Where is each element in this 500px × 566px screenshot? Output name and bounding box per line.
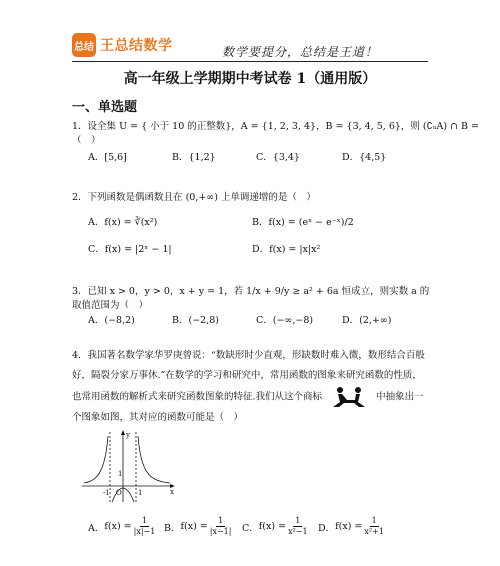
q4-option-b[interactable] [164, 516, 242, 537]
q1-option-a[interactable]: A．[5,6] [88, 152, 127, 163]
logo-text: 王总结数学 [100, 38, 173, 54]
q4-option-c-label: C． [242, 522, 259, 534]
slogan: 数学要提分，总结是王道！ [222, 45, 379, 59]
q1-option-c[interactable]: C．{3,4} [256, 152, 300, 163]
tick-pos-one: 1 [138, 489, 143, 497]
curve-left [84, 436, 108, 483]
q3-option-c[interactable]: C．(−∞,−8) [256, 315, 314, 326]
q4-option-d-lhs: f(x) = [335, 521, 363, 532]
q3-option-a[interactable]: A．(−8,2) [88, 315, 135, 326]
q3-option-b[interactable]: B．(−2,8) [172, 315, 219, 326]
q4-option-a-label: A． [88, 522, 105, 534]
question-3-options [88, 312, 391, 326]
q4-option-d-den: x²+1 [364, 527, 384, 536]
origin-label: O [116, 489, 122, 497]
q2-option-b[interactable]: B．f(x) = (eˣ − e⁻ˣ)/2 [252, 217, 354, 228]
q4-option-a-den: |x|−1 [133, 527, 156, 536]
q4-option-c-den: x²−1 [288, 527, 308, 536]
logo [72, 33, 173, 57]
question-4-stem-part2: 中抽象出一个图象如图，其对应的函数可能是（ ） [72, 391, 424, 423]
logo-badge: 总结 [72, 33, 96, 57]
q4-option-a-fraction [132, 516, 158, 537]
y-arrow-icon [121, 430, 125, 435]
q4-option-d[interactable] [318, 516, 386, 537]
question-4-stem-part1: 4．我国著名数学家华罗庚曾说：“数缺形时少直观，形缺数时难入微，数形结合百般好，隔裂分家万事休.”在数学的学习和研究中，常用函数的图象来研究函数的性质，也常用函数的解析式来研究函数图象的特征.我们从这个商标 [72, 350, 425, 403]
question-4-options [88, 516, 386, 537]
q1-option-b[interactable]: B．{1,2} [172, 152, 216, 163]
q4-option-b-fraction [208, 516, 234, 537]
question-2-options-row2 [88, 241, 320, 255]
y-axis-label: y [126, 431, 130, 439]
q1-option-d[interactable]: D．{4,5} [342, 152, 387, 163]
header-divider [72, 61, 428, 62]
page-title: 高一年级上学期期中考试卷 1（通用版） [123, 71, 377, 87]
kappa-logo-icon [325, 386, 373, 408]
q4-option-d-num: 1 [371, 516, 377, 525]
question-1-options [88, 149, 386, 163]
q4-option-c-num: 1 [295, 516, 301, 525]
q4-option-d-fraction [362, 516, 386, 537]
question-3-stem: 3．已知 x > 0，y > 0，x + y = 1，若 1/x + 9/y ≥ a² + 6a 恒成立，则实数 a 的取值范围为（ ） [72, 286, 430, 311]
q4-option-c[interactable] [242, 516, 318, 537]
tick-y-one: 1 [118, 470, 123, 478]
q2-option-a[interactable]: A．f(x) = ∛(x²) [88, 217, 158, 228]
q4-option-b-label: B． [164, 522, 181, 534]
question-1-stem: 1．设全集 U = { 小于 10 的正整数}，A = {1, 2, 3, 4}，B = {3, 4, 5, 6}，则 (∁ᵤA) ∩ B =（ ） [72, 121, 480, 146]
function-graph [78, 428, 178, 504]
tick-neg-one: -1 [103, 489, 110, 497]
x-axis-label: x [170, 488, 174, 496]
curve-right [138, 436, 170, 483]
page-header [0, 0, 500, 64]
q4-option-b-lhs: f(x) = [180, 521, 208, 532]
q4-option-a-num: 1 [141, 516, 148, 525]
question-2-stem: 2．下列函数是偶函数且在 (0,+∞) 上单调递增的是（ ） [72, 192, 316, 203]
q3-option-d[interactable]: D．(2,+∞) [342, 315, 392, 326]
q4-option-a[interactable] [88, 516, 164, 537]
question-4-stem [72, 346, 430, 428]
q4-option-b-den: |x−1| [209, 527, 232, 536]
q4-option-b-num: 1 [218, 516, 224, 525]
q4-option-c-lhs: f(x) = [258, 521, 287, 532]
q4-option-d-label: D． [318, 522, 336, 534]
q2-option-d[interactable]: D．f(x) = |x|x² [252, 244, 321, 255]
q4-option-c-fraction [286, 516, 310, 537]
q4-option-a-lhs: f(x) = [104, 521, 132, 532]
q2-option-c[interactable]: C．f(x) = |2ˣ − 1| [88, 244, 172, 255]
section-heading: 一、单选题 [72, 100, 138, 115]
question-2-options-row1 [88, 214, 354, 228]
